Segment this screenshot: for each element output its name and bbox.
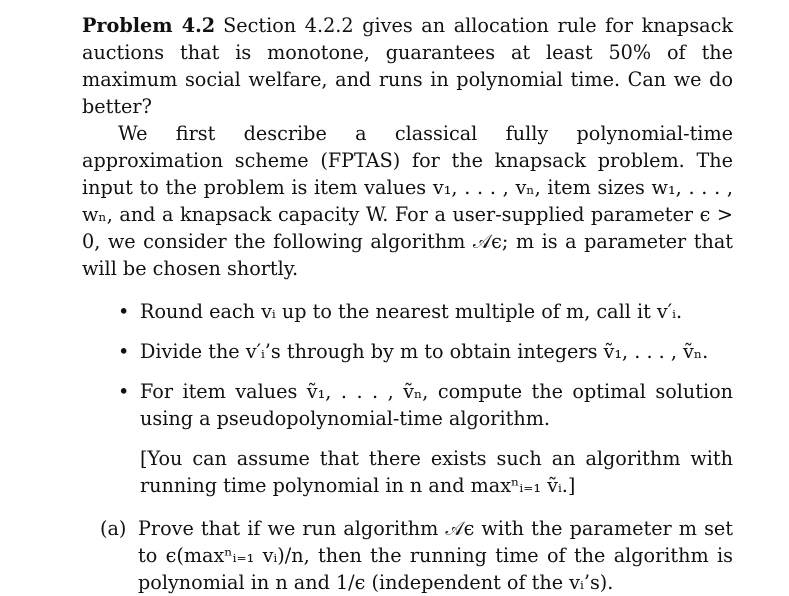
algorithm-step-text: Round each vᵢ up to the nearest multiple of m, call it v′ᵢ. bbox=[140, 300, 683, 323]
problem-description-paragraph: We first describe a classical fully polynomial-time approximation scheme (FPTAS) for the knapsack problem. The input to the problem is item values v₁, . . . , vₙ, item sizes w₁, . . . , wₙ, and a knapsack capacity W. For a user-supplied parameter ϵ > 0, we consider the following algorithm 𝒜ϵ; m is a parameter that will be chosen shortly. bbox=[82, 122, 733, 280]
bullet-symbol: • bbox=[118, 380, 130, 403]
part-a-text: Prove that if we run algorithm 𝒜ϵ with the parameter m set to ϵ(maxⁿᵢ₌₁ vᵢ)/n, then the running time of the algorithm is polynomial in n and 1/ϵ (independent of the vᵢ’s). bbox=[138, 517, 733, 594]
algorithm-step-text: Divide the v′ᵢ’s through by m to obtain integers ṽ₁, . . . , ṽₙ. bbox=[140, 340, 709, 363]
bullet-symbol: • bbox=[118, 300, 130, 323]
part-a bbox=[100, 515, 733, 596]
bullet-symbol: • bbox=[118, 340, 130, 363]
algorithm-step bbox=[116, 298, 733, 325]
part-a-label: (a) bbox=[100, 517, 127, 540]
problem-intro-paragraph bbox=[82, 12, 733, 120]
algorithm-step bbox=[116, 338, 733, 365]
algorithm-step bbox=[116, 378, 733, 432]
assumption-note: [You can assume that there exists such an algorithm with running time polynomial in n and maxⁿᵢ₌₁ ṽᵢ.] bbox=[140, 447, 733, 497]
problem-label: Problem 4.2 bbox=[82, 14, 216, 37]
algorithm-steps-list bbox=[82, 298, 733, 432]
problem-intro-text: Section 4.2.2 gives an allocation rule for knapsack auctions that is monotone, guarantees at least 50% of the maximum social welfare, and runs in polynomial time. Can we do better? bbox=[82, 14, 733, 118]
algorithm-step-text: For item values ṽ₁, . . . , ṽₙ, compute the optimal solution using a pseudopolynomial-time algorithm. bbox=[140, 380, 733, 430]
